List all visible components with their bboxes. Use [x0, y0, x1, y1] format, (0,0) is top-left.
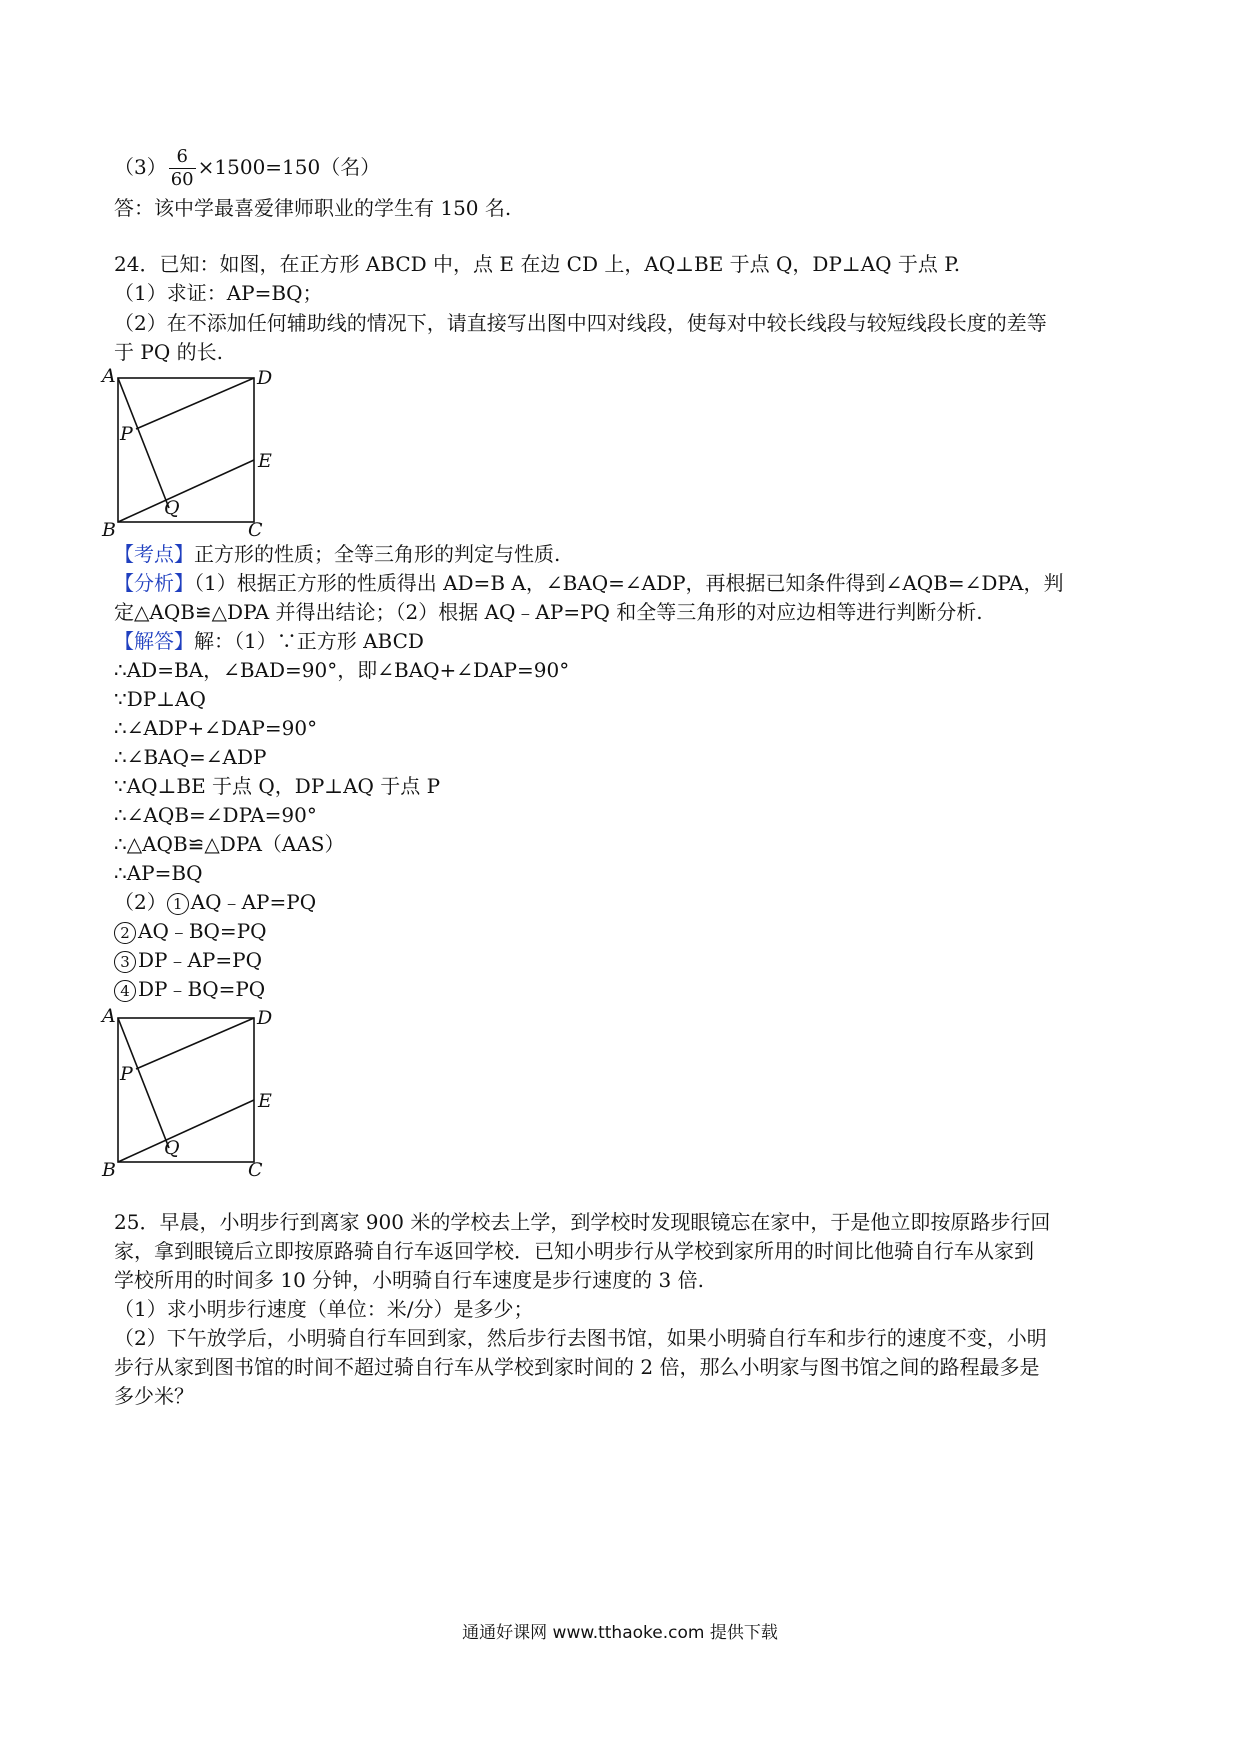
label-e: E — [258, 1090, 272, 1112]
square-diagram — [102, 1004, 310, 1194]
answer-line: 答：该中学最喜爱律师职业的学生有 150 名. — [114, 196, 512, 220]
q25-line-6: 步行从家到图书馆的时间不超过骑自行车从学校到家时间的 2 倍，那么小明家与图书馆之间的路程最多是 — [114, 1355, 1040, 1379]
step-line: ∴∠ADP+∠DAP=90° — [114, 716, 318, 740]
square-figure-2 — [102, 1004, 310, 1194]
label-d: D — [257, 367, 273, 389]
item3-line — [114, 146, 380, 191]
part2-prefix: （2） — [114, 890, 167, 914]
fraction — [169, 146, 196, 191]
q24-stem: 24．已知：如图，在正方形 ABCD 中，点 E 在边 CD 上，AQ⊥BE 于点 Q，DP⊥AQ 于点 P. — [114, 252, 961, 276]
fraction-numerator: 6 — [169, 146, 196, 169]
label-b: B — [102, 519, 116, 541]
square-abcd — [118, 1018, 254, 1162]
jieda-line — [114, 627, 424, 655]
kaodian-line — [114, 540, 560, 568]
label-b: B — [102, 1159, 116, 1181]
fenxi-line-1 — [114, 569, 1063, 597]
fenxi-text-1: （1）根据正方形的性质得出 AD=B A，∠BAQ=∠ADP，再根据已知条件得到∠AQB=∠DPA，判 — [194, 571, 1064, 595]
fenxi-line-2: 定△AQB≌△DPA 并得出结论；（2）根据 AQ﹣AP=PQ 和全等三角形的对应边相等进行判断分析. — [114, 600, 983, 624]
q24-part2a: （2）在不添加任何辅助线的情况下，请直接写出图中四对线段，使每对中较长线段与较短线段长度的差等 — [114, 311, 1047, 335]
answer-item-3 — [114, 946, 262, 974]
segment-dp — [136, 378, 254, 429]
label-a: A — [102, 1005, 116, 1027]
answer-text: DP﹣AP=PQ — [138, 948, 263, 972]
square-figure-1 — [102, 364, 310, 554]
square-abcd — [118, 378, 254, 522]
q25-line-5: （2）下午放学后，小明骑自行车回到家，然后步行去图书馆，如果小明骑自行车和步行的速度不变，小明 — [114, 1326, 1047, 1350]
q25-line-4: （1）求小明步行速度（单位：米/分）是多少； — [114, 1297, 534, 1321]
label-p: P — [120, 1063, 133, 1085]
step-line: ∴AP=BQ — [114, 861, 203, 885]
q25-line-7: 多少米？ — [114, 1384, 194, 1408]
step-line: ∴AD=BA，∠BAD=90°，即∠BAQ+∠DAP=90° — [114, 658, 570, 682]
circled-number: 3 — [114, 951, 136, 973]
segment-be — [118, 1100, 254, 1162]
answer-text: AQ﹣AP=PQ — [190, 890, 317, 914]
step-line: ∵AQ⊥BE 于点 Q，DP⊥AQ 于点 P — [114, 774, 441, 798]
step-line: ∵DP⊥AQ — [114, 687, 206, 711]
step-line: ∴∠BAQ=∠ADP — [114, 745, 267, 769]
label-q: Q — [164, 497, 180, 519]
fraction-denominator: 60 — [170, 169, 194, 190]
square-diagram — [102, 364, 310, 554]
item3-rest: ×1500=150（名） — [197, 155, 381, 179]
item3-prefix: （3） — [114, 155, 167, 179]
label-c: C — [248, 519, 263, 541]
label-q: Q — [164, 1137, 180, 1159]
segment-be — [118, 460, 254, 522]
step-line: ∴∠AQB=∠DPA=90° — [114, 803, 317, 827]
q25-line-2: 家，拿到眼镜后立即按原路骑自行车返回学校．已知小明步行从学校到家所用的时间比他骑自行车从家到 — [114, 1239, 1034, 1263]
answer-item-2 — [114, 917, 267, 945]
step-line: ∴△AQB≌△DPA（AAS） — [114, 832, 345, 856]
label-a: A — [102, 365, 116, 387]
circled-number: 4 — [114, 980, 136, 1002]
kaodian-tag: 【考点】 — [114, 542, 194, 566]
segment-dp — [136, 1018, 254, 1069]
q24-part1: （1）求证：AP=BQ； — [114, 281, 323, 305]
jieda-tag: 【解答】 — [114, 629, 194, 653]
fenxi-tag: 【分析】 — [114, 571, 194, 595]
q24-part2b: 于 PQ 的长. — [114, 340, 223, 364]
circled-number: 1 — [167, 893, 189, 915]
q25-line-3: 学校所用的时间多 10 分钟，小明骑自行车速度是步行速度的 3 倍. — [114, 1268, 704, 1292]
circled-number: 2 — [114, 922, 136, 944]
footer-text: 通通好课网 www.tthaoke.com 提供下载 — [462, 1623, 778, 1643]
kaodian-text: 正方形的性质；全等三角形的判定与性质. — [194, 542, 561, 566]
label-c: C — [248, 1159, 263, 1181]
label-d: D — [257, 1007, 273, 1029]
q25-line-1: 25．早晨，小明步行到离家 900 米的学校去上学，到学校时发现眼镜忘在家中，于是他立即按原路步行回 — [114, 1210, 1051, 1234]
answer-item-1 — [114, 888, 316, 916]
answer-text: DP﹣BQ=PQ — [138, 977, 266, 1001]
answer-text: AQ﹣BQ=PQ — [138, 919, 267, 943]
label-e: E — [258, 450, 272, 472]
label-p: P — [120, 423, 133, 445]
jieda-text: 解：（1）∵正方形 ABCD — [194, 629, 424, 653]
answer-item-4 — [114, 975, 265, 1003]
